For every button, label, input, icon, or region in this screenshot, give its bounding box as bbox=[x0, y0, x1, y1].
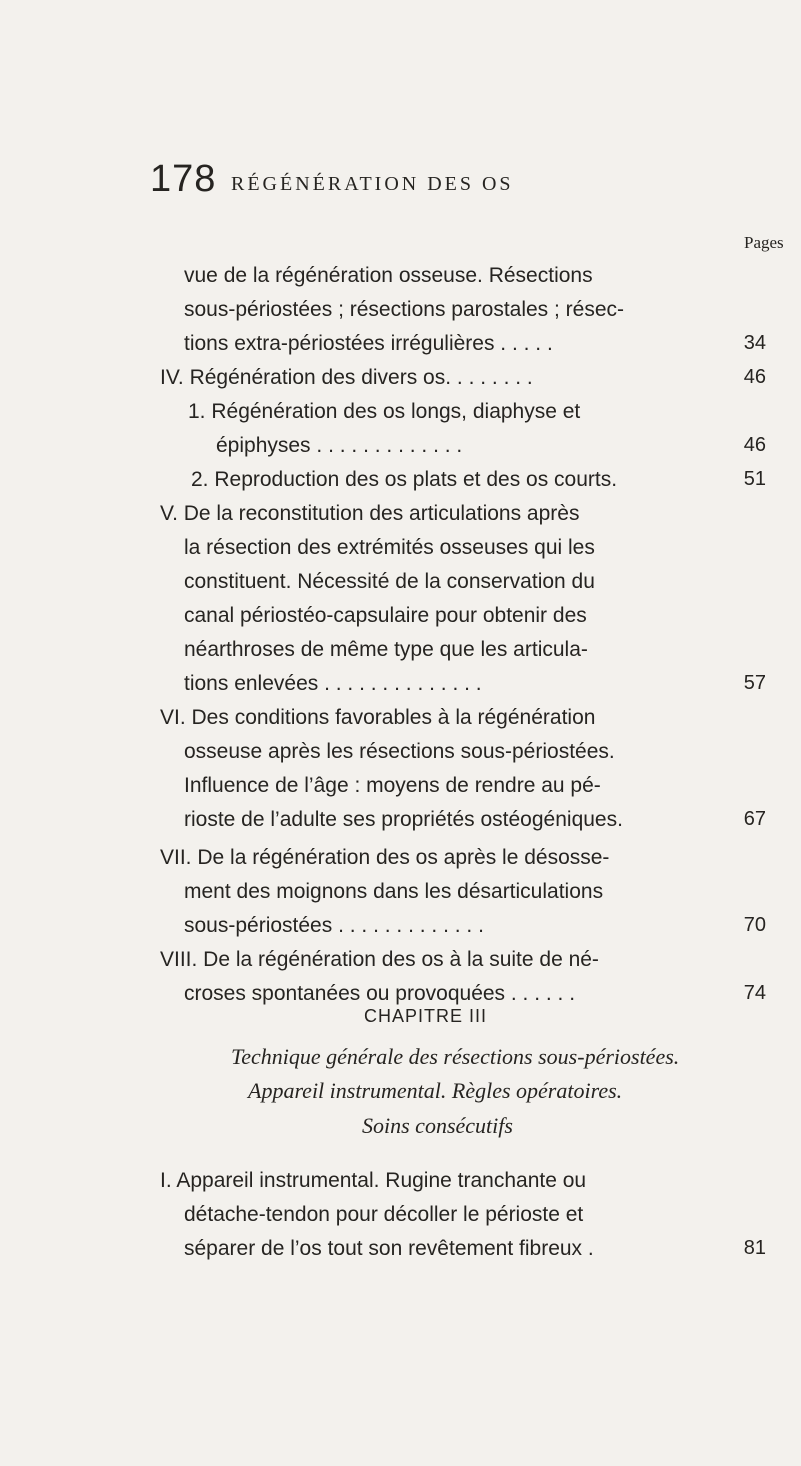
toc-line bbox=[184, 639, 724, 660]
toc-line-text: 1. Régénération des os longs, diaphyse et bbox=[188, 400, 581, 423]
toc-line bbox=[184, 333, 766, 354]
toc-line-text: VIII. De la régénération des os à la suite de né- bbox=[160, 948, 599, 971]
toc-line-text: ment des moignons dans les désarticulations bbox=[184, 880, 604, 903]
chapter-subtitle-line-3: Soins consécutifs bbox=[362, 1113, 513, 1138]
toc-line bbox=[184, 605, 724, 626]
page-ref: 67 bbox=[743, 808, 766, 830]
toc-line bbox=[216, 435, 766, 456]
toc-line-text: sous-périostées ; résections parostales ; résec- bbox=[184, 298, 625, 321]
toc-line-text: rioste de l’adulte ses propriétés ostéogéniques. bbox=[184, 808, 623, 831]
chapter-entry-text: séparer de l’os tout son revêtement fibreux . bbox=[184, 1237, 594, 1260]
page-ref: 57 bbox=[743, 672, 766, 694]
toc-line-text: néarthroses de même type que les articula- bbox=[184, 638, 588, 661]
page-ref: 81 bbox=[743, 1237, 766, 1259]
toc-line bbox=[184, 775, 724, 796]
page-number: 178 bbox=[150, 158, 217, 200]
toc-line bbox=[184, 741, 724, 762]
toc-line-text: la résection des extrémités osseuses qui les bbox=[184, 536, 595, 559]
toc-line bbox=[184, 809, 766, 830]
toc-line-text: V. De la reconstitution des articulations après bbox=[160, 502, 580, 525]
toc-line bbox=[184, 983, 766, 1004]
chapter-subtitle-line-2: Appareil instrumental. Règles opératoires. bbox=[248, 1078, 623, 1103]
toc-line-text: sous-périostées . . . . . . . . . . . . . bbox=[184, 914, 484, 937]
chapter-entry-line bbox=[184, 1204, 724, 1225]
toc-line bbox=[184, 537, 724, 558]
toc-line-text: 2. Reproduction des os plats et des os courts. bbox=[191, 468, 618, 491]
running-title: RÉGÉNÉRATION DES OS bbox=[231, 173, 514, 195]
toc-line-text: croses spontanées ou provoquées . . . . . . bbox=[184, 982, 576, 1005]
toc-line-text: VI. Des conditions favorables à la régénération bbox=[160, 706, 596, 729]
toc-line-text: VII. De la régénération des os après le désosse- bbox=[160, 846, 610, 869]
toc-line bbox=[160, 847, 720, 868]
chapter-title: CHAPITRE III bbox=[364, 1006, 488, 1026]
toc-line bbox=[184, 265, 724, 286]
toc-line-text: épiphyses . . . . . . . . . . . . . bbox=[216, 434, 463, 457]
pages-column-label: Pages bbox=[744, 233, 784, 252]
toc-line bbox=[191, 469, 766, 490]
page-ref: 46 bbox=[743, 434, 766, 456]
toc-line bbox=[160, 707, 720, 728]
toc-line bbox=[184, 881, 724, 902]
chapter-subtitle-line-1: Technique générale des résections sous-périostées. bbox=[231, 1044, 680, 1069]
toc-line bbox=[160, 949, 720, 970]
page-ref: 34 bbox=[743, 332, 766, 354]
toc-line bbox=[184, 915, 766, 936]
toc-line bbox=[160, 367, 766, 388]
toc-line bbox=[160, 503, 720, 524]
toc-line-text: canal périostéo-capsulaire pour obtenir des bbox=[184, 604, 587, 627]
toc-line bbox=[184, 571, 724, 592]
toc-line-text: IV. Régénération des divers os. . . . . . . . bbox=[160, 366, 533, 389]
toc-line-text: vue de la régénération osseuse. Résections bbox=[184, 264, 593, 287]
toc-line bbox=[188, 401, 748, 422]
chapter-entry-text: détache-tendon pour décoller le périoste et bbox=[184, 1203, 584, 1226]
toc-line-text: constituent. Nécessité de la conservation du bbox=[184, 570, 595, 593]
toc-line-text: osseuse après les résections sous-périostées. bbox=[184, 740, 615, 763]
chapter-entry-text: I. Appareil instrumental. Rugine tranchante ou bbox=[160, 1169, 587, 1192]
chapter-entry-line bbox=[160, 1170, 720, 1191]
toc-line bbox=[184, 299, 724, 320]
toc-line bbox=[184, 673, 766, 694]
toc-line-text: tions enlevées . . . . . . . . . . . . . . bbox=[184, 672, 482, 695]
page-ref: 51 bbox=[743, 468, 766, 490]
toc-line-text: Influence de l’âge : moyens de rendre au pé- bbox=[184, 774, 601, 797]
page-ref: 70 bbox=[743, 914, 766, 936]
page-ref: 74 bbox=[743, 982, 766, 1004]
page-ref: 46 bbox=[743, 366, 766, 388]
toc-line-text: tions extra-périostées irrégulières . . . . . bbox=[184, 332, 553, 355]
chapter-entry-line bbox=[184, 1238, 766, 1259]
